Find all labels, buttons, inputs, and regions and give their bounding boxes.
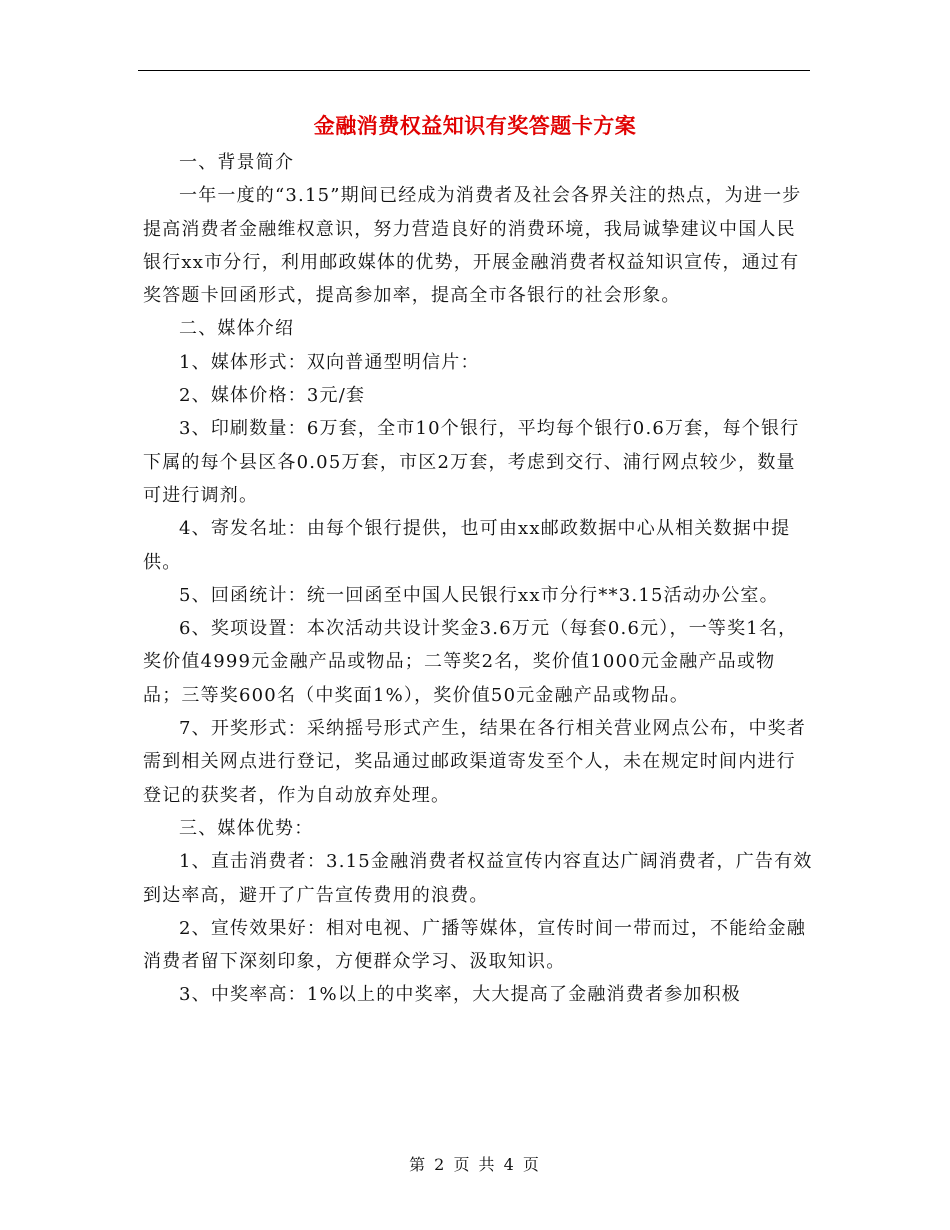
- section-heading-advantages: 三、媒体优势：: [179, 817, 314, 839]
- document-title: 金融消费权益知识有奖答题卡方案: [313, 113, 637, 138]
- paragraph-advantage-effect: 2、宣传效果好：相对电视、广播等媒体，宣传时间一带而过，不能给金融消费者留下深刻印象，方便群众学习、汲取知识。: [143, 917, 807, 973]
- header-rule: [138, 70, 810, 71]
- paragraph-print-quantity: 3、印刷数量：6万套，全市10个银行，平均每个银行0.6万套，每个银行下属的每个县区各0.05万套，市区2万套，考虑到交行、浦行网点较少，数量可进行调剂。: [143, 418, 800, 506]
- document-body: [143, 146, 813, 1012]
- paragraph-mailing-address: 4、寄发名址：由每个银行提供，也可由xx邮政数据中心从相关数据中提供。: [143, 518, 791, 573]
- paragraph-background: 一年一度的“3.15”期间已经成为消费者及社会各界关注的热点，为进一步提高消费者金融维权意识，努力营造良好的消费环境，我局诚挚建议中国人民银行xx市分行，利用邮政媒体的优势，开展金融消费者权益知识宣传，通过有奖答题卡回函形式，提高参加率，提高全市各银行的社会形象。: [143, 185, 802, 307]
- section-heading-background: 一、背景简介: [179, 152, 295, 173]
- paragraph-advantage-rate: 3、中奖率高：1%以上的中奖率，大大提高了金融消费者参加积极: [179, 984, 742, 1006]
- paragraph-reply-statistics: 5、回函统计：统一回函至中国人民银行xx市分行**3.15活动办公室。: [179, 584, 779, 606]
- paragraph-draw-format: 7、开奖形式：采纳摇号形式产生，结果在各行相关营业网点公布，中奖者需到相关网点进行登记，奖品通过邮政渠道寄发至个人，未在规定时间内进行登记的获奖者，作为自动放弃处理。: [143, 718, 807, 806]
- paragraph-media-price: 2、媒体价格：3元/套: [179, 385, 366, 407]
- section-heading-media: 二、媒体介绍: [179, 318, 295, 340]
- paragraph-prize-settings: 6、奖项设置：本次活动共设计奖金3.6万元（每套0.6元），一等奖1名，奖价值4999元金融产品或物品；二等奖2名，奖价值1000元金融产品或物品；三等奖600名（中奖面1%），奖价值50元金融产品或物品。: [143, 618, 798, 706]
- page-footer: 第 2 页 共 4 页: [409, 1155, 541, 1174]
- paragraph-advantage-direct: 1、直击消费者：3.15金融消费者权益宣传内容直达广阔消费者，广告有效到达率高，避开了广告宣传费用的浪费。: [143, 851, 813, 906]
- paragraph-media-form: 1、媒体形式：双向普通型明信片：: [179, 351, 480, 373]
